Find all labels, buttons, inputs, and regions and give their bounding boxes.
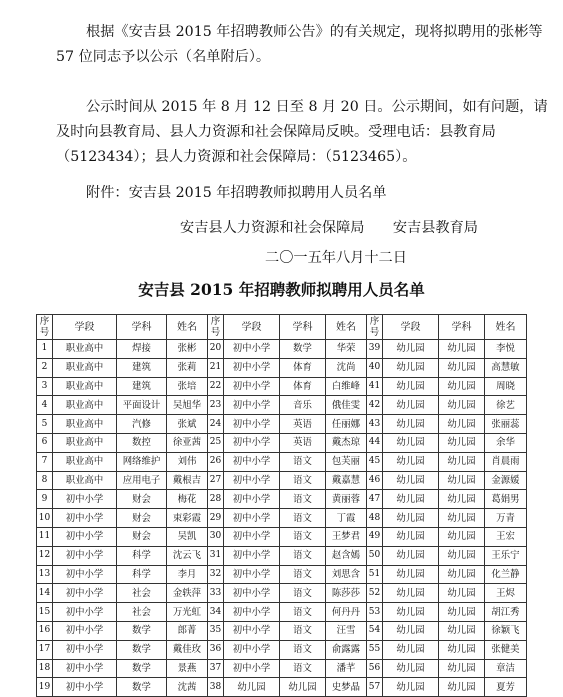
notice-paragraph-2: 公示时间从 2015 年 8 月 12 日至 8 月 20 日。公示期间，如有问题，请及时向县教育局、县人力资源和社会保障局反映。受理电话：县教育局（5123434）；县人力资源和社会保障局：（5123465）。 xyxy=(56,99,548,165)
cell-stage: 初中小学 xyxy=(224,358,280,377)
cell-stage: 幼儿园 xyxy=(383,358,439,377)
cell-stage: 初中小学 xyxy=(224,377,280,396)
cell-subject: 幼儿园 xyxy=(439,340,485,359)
cell-stage: 职业高中 xyxy=(53,433,117,452)
cell-seq: 49 xyxy=(367,527,383,546)
cell-name: 余华 xyxy=(485,433,527,452)
cell-stage: 幼儿园 xyxy=(383,509,439,528)
cell-subject: 幼儿园 xyxy=(439,546,485,565)
cell-name: 赵含嫣 xyxy=(326,546,367,565)
cell-seq: 17 xyxy=(37,640,53,659)
table-header-row xyxy=(37,315,527,340)
cell-stage: 职业高中 xyxy=(53,452,117,471)
cell-subject: 幼儿园 xyxy=(439,621,485,640)
cell-stage: 幼儿园 xyxy=(383,471,439,490)
cell-seq: 26 xyxy=(208,452,224,471)
notice-date: 二〇一五年八月十二日 xyxy=(265,250,407,266)
cell-seq: 57 xyxy=(367,678,383,697)
cell-subject: 幼儿园 xyxy=(280,678,326,697)
cell-subject: 汽修 xyxy=(117,415,167,434)
cell-subject: 财会 xyxy=(117,490,167,509)
cell-name: 万光虹 xyxy=(167,603,208,622)
cell-name: 白维峰 xyxy=(326,377,367,396)
header-subject: 学科 xyxy=(280,315,326,340)
cell-stage: 初中小学 xyxy=(53,509,117,528)
cell-stage: 初中小学 xyxy=(53,640,117,659)
header-seq: 序号 xyxy=(208,315,224,340)
cell-subject: 语文 xyxy=(280,640,326,659)
cell-seq: 31 xyxy=(208,546,224,565)
cell-stage: 初中小学 xyxy=(224,584,280,603)
cell-subject: 幼儿园 xyxy=(439,584,485,603)
cell-subject: 英语 xyxy=(280,415,326,434)
cell-stage: 初中小学 xyxy=(53,584,117,603)
header-name: 姓名 xyxy=(485,315,527,340)
cell-seq: 9 xyxy=(37,490,53,509)
cell-stage: 初中小学 xyxy=(224,396,280,415)
cell-subject: 数学 xyxy=(117,678,167,697)
table-row xyxy=(37,584,527,603)
cell-subject: 财会 xyxy=(117,509,167,528)
cell-name: 化兰静 xyxy=(485,565,527,584)
table-row xyxy=(37,640,527,659)
cell-name: 束彩霞 xyxy=(167,509,208,528)
cell-subject: 数控 xyxy=(117,433,167,452)
header-stage: 学段 xyxy=(53,315,117,340)
table-row xyxy=(37,527,527,546)
cell-name: 万青 xyxy=(485,509,527,528)
cell-seq: 48 xyxy=(367,509,383,528)
header-stage: 学段 xyxy=(224,315,280,340)
cell-subject: 社会 xyxy=(117,584,167,603)
header-seq: 序号 xyxy=(367,315,383,340)
cell-name: 李悦 xyxy=(485,340,527,359)
cell-seq: 19 xyxy=(37,678,53,697)
cell-name: 刘思含 xyxy=(326,565,367,584)
cell-name: 黄丽蓉 xyxy=(326,490,367,509)
cell-seq: 54 xyxy=(367,621,383,640)
cell-seq: 15 xyxy=(37,603,53,622)
cell-name: 郎菁 xyxy=(167,621,208,640)
cell-stage: 职业高中 xyxy=(53,358,117,377)
cell-seq: 47 xyxy=(367,490,383,509)
cell-seq: 38 xyxy=(208,678,224,697)
cell-stage: 初中小学 xyxy=(53,678,117,697)
cell-subject: 语文 xyxy=(280,621,326,640)
cell-subject: 幼儿园 xyxy=(439,490,485,509)
cell-subject: 数学 xyxy=(117,621,167,640)
cell-name: 周晓 xyxy=(485,377,527,396)
table-row xyxy=(37,546,527,565)
cell-subject: 英语 xyxy=(280,433,326,452)
cell-seq: 56 xyxy=(367,659,383,678)
cell-subject: 幼儿园 xyxy=(439,415,485,434)
cell-seq: 20 xyxy=(208,340,224,359)
cell-seq: 4 xyxy=(37,396,53,415)
cell-subject: 语文 xyxy=(280,546,326,565)
cell-name: 沈尚 xyxy=(326,358,367,377)
cell-stage: 职业高中 xyxy=(53,340,117,359)
cell-name: 张丽蕊 xyxy=(485,415,527,434)
cell-stage: 幼儿园 xyxy=(383,546,439,565)
cell-stage: 幼儿园 xyxy=(383,678,439,697)
cell-subject: 财会 xyxy=(117,527,167,546)
cell-seq: 40 xyxy=(367,358,383,377)
cell-seq: 45 xyxy=(367,452,383,471)
cell-subject: 焊接 xyxy=(117,340,167,359)
cell-subject: 幼儿园 xyxy=(439,452,485,471)
cell-name: 潘芊 xyxy=(326,659,367,678)
table-title: 安吉县 2015 年招聘教师拟聘用人员名单 xyxy=(138,280,425,299)
cell-subject: 幼儿园 xyxy=(439,433,485,452)
header-subject: 学科 xyxy=(439,315,485,340)
cell-stage: 初中小学 xyxy=(53,527,117,546)
cell-name: 肖晨雨 xyxy=(485,452,527,471)
cell-name: 章洁 xyxy=(485,659,527,678)
cell-subject: 音乐 xyxy=(280,396,326,415)
cell-stage: 初中小学 xyxy=(224,452,280,471)
cell-stage: 幼儿园 xyxy=(383,527,439,546)
cell-subject: 数学 xyxy=(280,340,326,359)
cell-name: 史梦晶 xyxy=(326,678,367,697)
cell-subject: 语文 xyxy=(280,471,326,490)
cell-stage: 幼儿园 xyxy=(383,490,439,509)
cell-seq: 34 xyxy=(208,603,224,622)
cell-stage: 幼儿园 xyxy=(383,565,439,584)
cell-name: 徐亚茜 xyxy=(167,433,208,452)
cell-subject: 幼儿园 xyxy=(439,640,485,659)
cell-seq: 3 xyxy=(37,377,53,396)
cell-name: 王烬 xyxy=(485,584,527,603)
table-body xyxy=(37,340,527,697)
cell-stage: 初中小学 xyxy=(53,490,117,509)
cell-name: 俞露露 xyxy=(326,640,367,659)
cell-stage: 初中小学 xyxy=(224,433,280,452)
cell-stage: 职业高中 xyxy=(53,396,117,415)
cell-subject: 幼儿园 xyxy=(439,396,485,415)
cell-stage: 幼儿园 xyxy=(383,584,439,603)
table-row xyxy=(37,358,527,377)
table-row xyxy=(37,415,527,434)
table-row xyxy=(37,621,527,640)
cell-subject: 幼儿园 xyxy=(439,509,485,528)
cell-stage: 初中小学 xyxy=(53,659,117,678)
cell-subject: 语文 xyxy=(280,603,326,622)
cell-stage: 初中小学 xyxy=(224,509,280,528)
cell-seq: 50 xyxy=(367,546,383,565)
cell-stage: 初中小学 xyxy=(224,471,280,490)
cell-seq: 41 xyxy=(367,377,383,396)
cell-name: 张莉 xyxy=(167,358,208,377)
cell-seq: 33 xyxy=(208,584,224,603)
cell-seq: 23 xyxy=(208,396,224,415)
cell-stage: 职业高中 xyxy=(53,471,117,490)
cell-name: 金源媛 xyxy=(485,471,527,490)
cell-subject: 科学 xyxy=(117,546,167,565)
cell-stage: 职业高中 xyxy=(53,377,117,396)
cell-stage: 初中小学 xyxy=(53,621,117,640)
cell-stage: 初中小学 xyxy=(53,565,117,584)
header-name: 姓名 xyxy=(326,315,367,340)
cell-seq: 53 xyxy=(367,603,383,622)
cell-name: 华荣 xyxy=(326,340,367,359)
cell-name: 张培 xyxy=(167,377,208,396)
cell-stage: 初中小学 xyxy=(224,621,280,640)
cell-name: 吴旭华 xyxy=(167,396,208,415)
cell-seq: 11 xyxy=(37,527,53,546)
cell-subject: 平面设计 xyxy=(117,396,167,415)
cell-name: 包芙丽 xyxy=(326,452,367,471)
cell-stage: 初中小学 xyxy=(224,340,280,359)
cell-name: 王宏 xyxy=(485,527,527,546)
cell-seq: 30 xyxy=(208,527,224,546)
candidate-table xyxy=(36,314,527,697)
table-row xyxy=(37,340,527,359)
issuers-line: 安吉县人力资源和社会保障局 安吉县教育局 xyxy=(180,220,478,236)
cell-subject: 数学 xyxy=(117,659,167,678)
cell-seq: 27 xyxy=(208,471,224,490)
cell-subject: 幼儿园 xyxy=(439,377,485,396)
header-seq: 序号 xyxy=(37,315,53,340)
cell-stage: 幼儿园 xyxy=(383,396,439,415)
table-row xyxy=(37,678,527,697)
cell-seq: 1 xyxy=(37,340,53,359)
cell-seq: 46 xyxy=(367,471,383,490)
cell-seq: 6 xyxy=(37,433,53,452)
cell-stage: 初中小学 xyxy=(53,546,117,565)
table-row xyxy=(37,603,527,622)
cell-name: 张斌 xyxy=(167,415,208,434)
cell-name: 丁霞 xyxy=(326,509,367,528)
cell-subject: 语文 xyxy=(280,452,326,471)
cell-seq: 42 xyxy=(367,396,383,415)
cell-name: 金轶萍 xyxy=(167,584,208,603)
notice-paragraph-1: 根据《安吉县 2015 年招聘教师公告》的有关规定，现将拟聘用的张彬等 57 位同志予以公示（名单附后）。 xyxy=(56,24,543,65)
cell-seq: 10 xyxy=(37,509,53,528)
cell-name: 俄佳雯 xyxy=(326,396,367,415)
cell-name: 夏芳 xyxy=(485,678,527,697)
cell-stage: 初中小学 xyxy=(224,415,280,434)
cell-name: 戴嘉慧 xyxy=(326,471,367,490)
cell-stage: 初中小学 xyxy=(224,546,280,565)
cell-stage: 幼儿园 xyxy=(383,340,439,359)
cell-name: 汪雪 xyxy=(326,621,367,640)
cell-stage: 幼儿园 xyxy=(383,377,439,396)
cell-subject: 网络维护 xyxy=(117,452,167,471)
header-name: 姓名 xyxy=(167,315,208,340)
cell-seq: 51 xyxy=(367,565,383,584)
cell-seq: 16 xyxy=(37,621,53,640)
cell-name: 高慧敏 xyxy=(485,358,527,377)
cell-seq: 29 xyxy=(208,509,224,528)
cell-subject: 幼儿园 xyxy=(439,565,485,584)
cell-seq: 35 xyxy=(208,621,224,640)
cell-seq: 24 xyxy=(208,415,224,434)
cell-stage: 幼儿园 xyxy=(383,452,439,471)
cell-subject: 语文 xyxy=(280,565,326,584)
table-row xyxy=(37,396,527,415)
cell-name: 戴佳玫 xyxy=(167,640,208,659)
cell-seq: 52 xyxy=(367,584,383,603)
cell-subject: 语文 xyxy=(280,490,326,509)
cell-name: 王梦君 xyxy=(326,527,367,546)
cell-name: 张彬 xyxy=(167,340,208,359)
cell-stage: 职业高中 xyxy=(53,415,117,434)
cell-seq: 13 xyxy=(37,565,53,584)
cell-name: 刘伟 xyxy=(167,452,208,471)
cell-seq: 36 xyxy=(208,640,224,659)
cell-name: 沈茜 xyxy=(167,678,208,697)
cell-stage: 幼儿园 xyxy=(383,659,439,678)
table-row xyxy=(37,452,527,471)
cell-stage: 幼儿园 xyxy=(383,621,439,640)
header-subject: 学科 xyxy=(117,315,167,340)
cell-subject: 语文 xyxy=(280,659,326,678)
cell-seq: 18 xyxy=(37,659,53,678)
cell-subject: 幼儿园 xyxy=(439,603,485,622)
cell-subject: 幼儿园 xyxy=(439,678,485,697)
cell-seq: 28 xyxy=(208,490,224,509)
cell-stage: 初中小学 xyxy=(224,565,280,584)
cell-stage: 初中小学 xyxy=(224,527,280,546)
cell-stage: 幼儿园 xyxy=(383,415,439,434)
table-row xyxy=(37,433,527,452)
cell-subject: 幼儿园 xyxy=(439,471,485,490)
cell-seq: 21 xyxy=(208,358,224,377)
cell-name: 徐艺 xyxy=(485,396,527,415)
cell-name: 陈莎莎 xyxy=(326,584,367,603)
cell-seq: 39 xyxy=(367,340,383,359)
cell-name: 张健美 xyxy=(485,640,527,659)
table-row xyxy=(37,565,527,584)
cell-name: 葛娟男 xyxy=(485,490,527,509)
cell-subject: 语文 xyxy=(280,509,326,528)
cell-seq: 5 xyxy=(37,415,53,434)
cell-name: 任丽娜 xyxy=(326,415,367,434)
cell-name: 戴根吉 xyxy=(167,471,208,490)
table-row xyxy=(37,490,527,509)
cell-subject: 幼儿园 xyxy=(439,527,485,546)
cell-subject: 应用电子 xyxy=(117,471,167,490)
cell-stage: 幼儿园 xyxy=(383,603,439,622)
table-row xyxy=(37,659,527,678)
cell-stage: 初中小学 xyxy=(224,640,280,659)
cell-seq: 25 xyxy=(208,433,224,452)
cell-stage: 初中小学 xyxy=(224,659,280,678)
cell-subject: 幼儿园 xyxy=(439,358,485,377)
cell-subject: 体育 xyxy=(280,358,326,377)
cell-seq: 32 xyxy=(208,565,224,584)
cell-seq: 55 xyxy=(367,640,383,659)
table-row xyxy=(37,377,527,396)
attachment-line: 附件：安吉县 2015 年招聘教师拟聘用人员名单 xyxy=(86,185,387,201)
cell-subject: 体育 xyxy=(280,377,326,396)
cell-subject: 语文 xyxy=(280,584,326,603)
cell-stage: 幼儿园 xyxy=(383,433,439,452)
cell-name: 沈云飞 xyxy=(167,546,208,565)
cell-subject: 科学 xyxy=(117,565,167,584)
cell-seq: 2 xyxy=(37,358,53,377)
cell-subject: 社会 xyxy=(117,603,167,622)
cell-stage: 幼儿园 xyxy=(383,640,439,659)
cell-subject: 建筑 xyxy=(117,358,167,377)
table-row xyxy=(37,509,527,528)
cell-name: 戴杰琼 xyxy=(326,433,367,452)
cell-subject: 数学 xyxy=(117,640,167,659)
cell-name: 李月 xyxy=(167,565,208,584)
cell-name: 何丹丹 xyxy=(326,603,367,622)
cell-seq: 8 xyxy=(37,471,53,490)
cell-name: 吴凯 xyxy=(167,527,208,546)
cell-name: 胡江秀 xyxy=(485,603,527,622)
cell-name: 景燕 xyxy=(167,659,208,678)
cell-seq: 14 xyxy=(37,584,53,603)
cell-name: 王乐宁 xyxy=(485,546,527,565)
cell-subject: 语文 xyxy=(280,527,326,546)
cell-name: 梅花 xyxy=(167,490,208,509)
cell-seq: 12 xyxy=(37,546,53,565)
cell-seq: 37 xyxy=(208,659,224,678)
cell-subject: 建筑 xyxy=(117,377,167,396)
cell-stage: 初中小学 xyxy=(224,603,280,622)
header-stage: 学段 xyxy=(383,315,439,340)
cell-seq: 43 xyxy=(367,415,383,434)
cell-subject: 幼儿园 xyxy=(439,659,485,678)
cell-name: 徐颖飞 xyxy=(485,621,527,640)
cell-stage: 幼儿园 xyxy=(224,678,280,697)
cell-stage: 初中小学 xyxy=(53,603,117,622)
cell-seq: 22 xyxy=(208,377,224,396)
cell-seq: 44 xyxy=(367,433,383,452)
cell-seq: 7 xyxy=(37,452,53,471)
table-row xyxy=(37,471,527,490)
cell-stage: 初中小学 xyxy=(224,490,280,509)
